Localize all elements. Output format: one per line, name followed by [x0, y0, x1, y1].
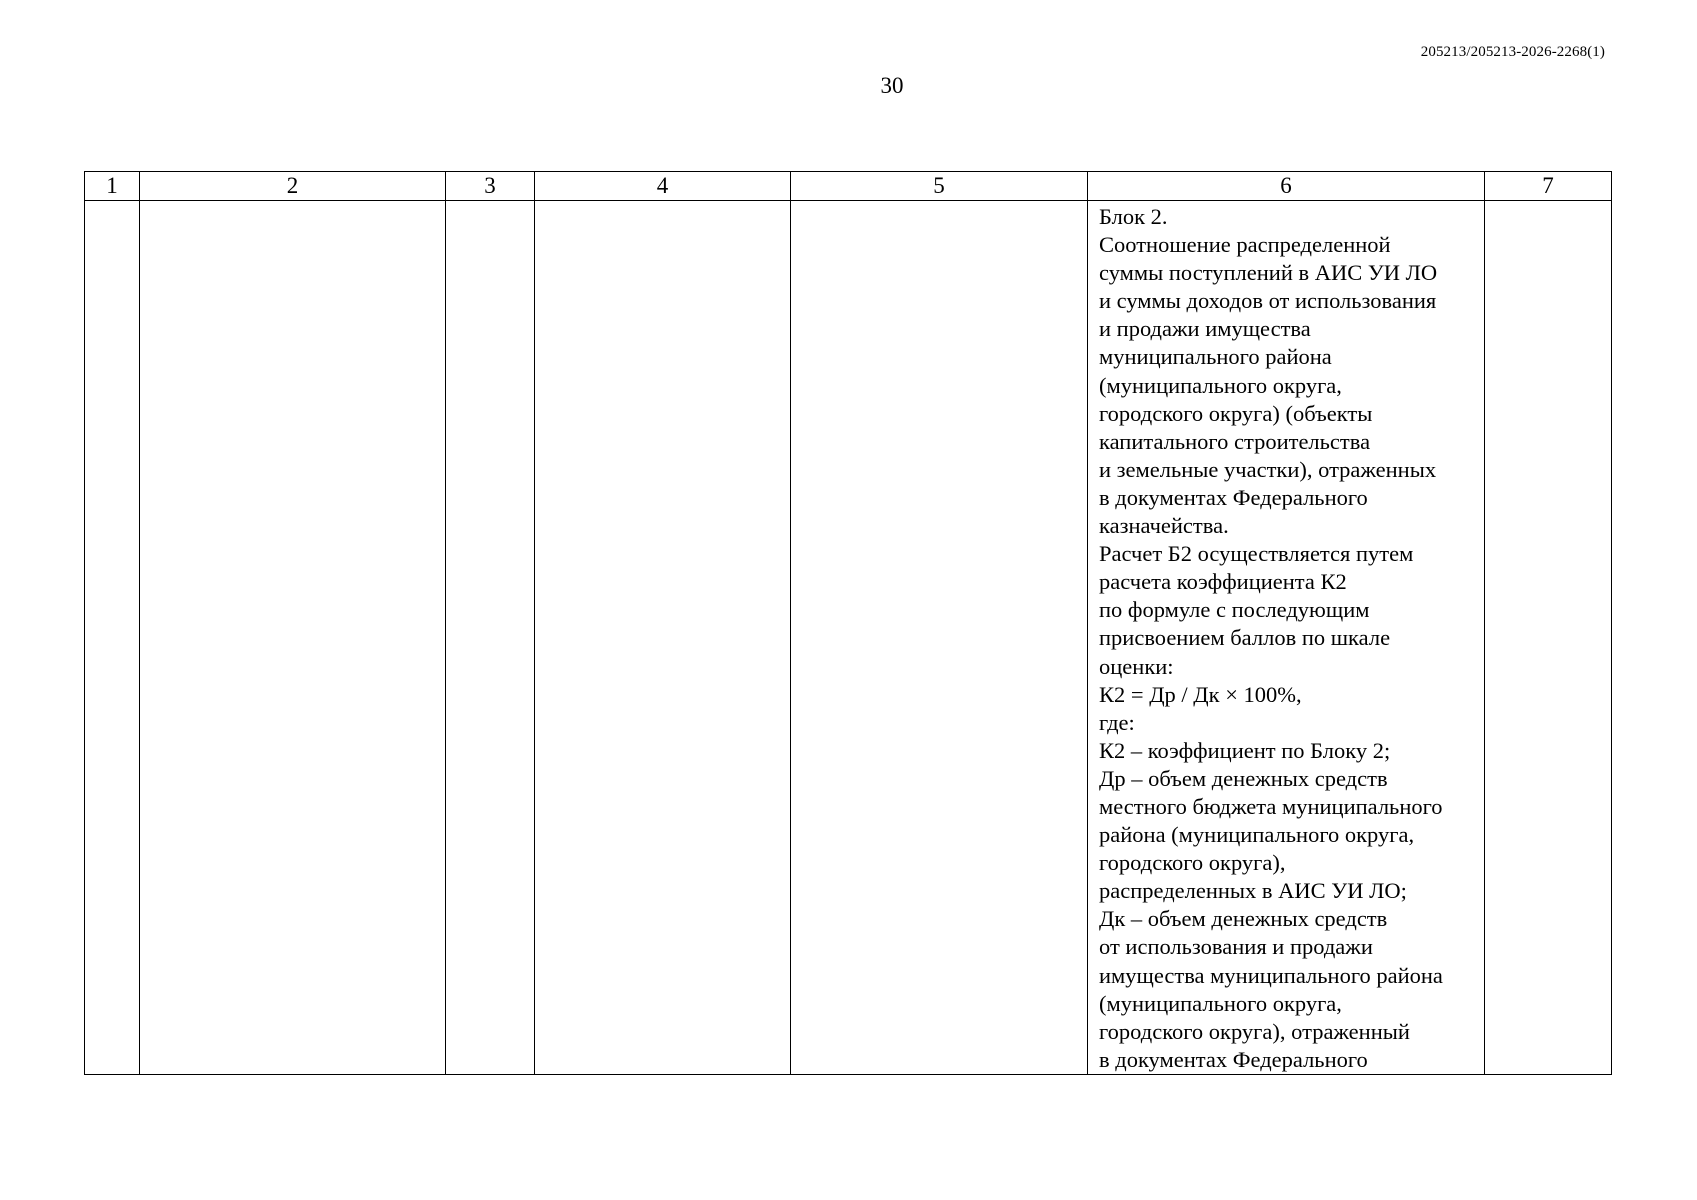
document-id: 205213/205213-2026-2268(1)	[1420, 44, 1605, 60]
text-line: городского округа),	[1099, 850, 1286, 876]
column-header-1: 1	[85, 172, 140, 201]
text-line: по формуле с последующим	[1099, 597, 1370, 623]
table-cell-col1	[85, 201, 140, 1075]
text-line: имущества муниципального района	[1099, 962, 1443, 988]
column-header-6: 6	[1088, 172, 1485, 201]
table-cell-col7	[1485, 201, 1612, 1075]
text-line: местного бюджета муниципального	[1099, 793, 1443, 819]
text-line: Дк – объем денежных средств	[1099, 906, 1388, 932]
text-line: и земельные участки), отраженных	[1099, 456, 1437, 482]
text-line: и суммы доходов от использования	[1099, 288, 1437, 314]
text-line: суммы поступлений в АИС УИ ЛО	[1099, 260, 1438, 286]
text-line: Соотношение распределенной	[1099, 232, 1391, 258]
text-line: оценки:	[1099, 653, 1174, 679]
text-line: от использования и продажи	[1099, 934, 1373, 960]
column-header-4: 4	[535, 172, 791, 201]
column-header-5: 5	[791, 172, 1088, 201]
table-cell-col6	[1088, 201, 1485, 1075]
text-line: расчета коэффициента К2	[1099, 569, 1347, 595]
text-line: К2 – коэффициент по Блоку 2;	[1099, 737, 1391, 763]
text-line: (муниципального округа,	[1099, 372, 1342, 398]
block2-description	[1088, 201, 1484, 1074]
text-line: казначейства.	[1099, 513, 1229, 539]
text-line: в документах Федерального	[1099, 1046, 1368, 1072]
table-cell-col2	[140, 201, 446, 1075]
text-line: Блок 2.	[1099, 204, 1168, 229]
page-number: 30	[880, 73, 904, 98]
text-line: в документах Федерального	[1099, 484, 1368, 510]
table-cell-col4	[535, 201, 791, 1075]
text-line: присвоением баллов по шкале	[1099, 625, 1391, 651]
column-header-2: 2	[140, 172, 446, 201]
table-row	[85, 201, 1612, 1075]
text-line: (муниципального округа,	[1099, 990, 1342, 1016]
text-line: К2 = Др / Дк × 100%,	[1099, 681, 1302, 707]
text-line: городского округа), отраженный	[1099, 1018, 1410, 1044]
text-line: распределенных в АИС УИ ЛО;	[1099, 878, 1407, 904]
text-line: района (муниципального округа,	[1099, 822, 1415, 848]
text-line: Др – объем денежных средств	[1099, 765, 1388, 791]
text-line: Расчет Б2 осуществляется путем	[1099, 541, 1414, 567]
text-line: муниципального района	[1099, 344, 1332, 370]
column-header-3: 3	[446, 172, 535, 201]
criteria-table	[84, 171, 1612, 1075]
table-cell-col3	[446, 201, 535, 1075]
table-cell-col5	[791, 201, 1088, 1075]
column-header-7: 7	[1485, 172, 1612, 201]
text-line: городского округа) (объекты	[1099, 400, 1373, 426]
text-line: капитального строительства	[1099, 428, 1371, 454]
text-line: где:	[1099, 709, 1135, 735]
table-header-row	[85, 172, 1612, 201]
text-line: и продажи имущества	[1099, 316, 1311, 342]
